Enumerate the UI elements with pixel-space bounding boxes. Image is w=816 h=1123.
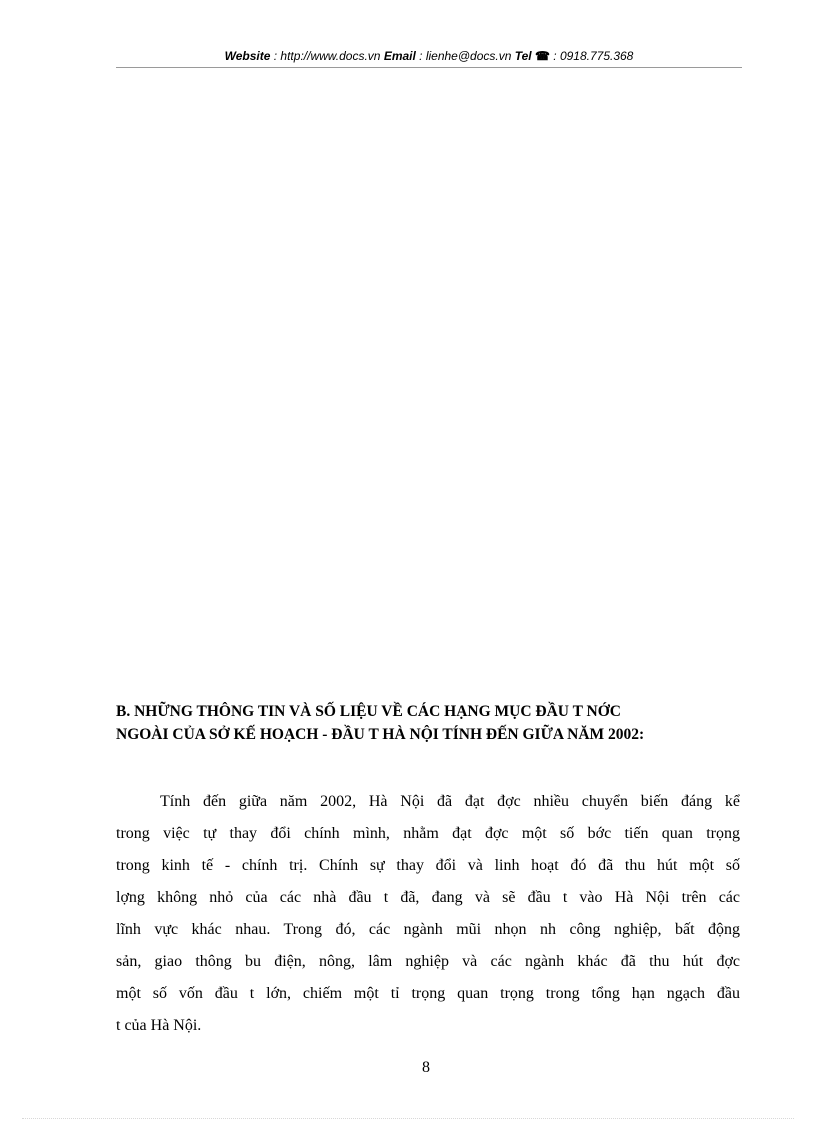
email-value: : lienhe@docs.vn — [415, 49, 515, 63]
heading-line: NGOÀI CỦA SỞ KẾ HOẠCH - ĐẦU T HÀ NỘI TÍNH ĐẾN GIỮA NĂM 2002: — [116, 726, 645, 743]
page-number: 8 — [422, 1059, 430, 1076]
body-paragraph — [116, 786, 740, 1042]
heading-line: B. NHỮNG THÔNG TIN VÀ SỐ LIỆU VỀ CÁC HẠNG MỤC ĐẦU T NỚC — [116, 703, 621, 720]
footer-rule — [22, 1118, 794, 1119]
paragraph-line: sản, giao thông bu điện, nông, lâm nghiệp và các ngành khác đã thu hút đợc — [116, 953, 740, 970]
website-value: : http://www.docs.vn — [270, 49, 384, 63]
paragraph-line: Tính đến giữa năm 2002, Hà Nội đã đạt đợc nhiều chuyển biến đáng kể — [160, 793, 740, 810]
paragraph-line: một số vốn đầu t lớn, chiếm một tỉ trọng quan trọng trong tổng hạn ngạch đầu — [116, 985, 740, 1002]
website-label: Website — [224, 49, 271, 63]
header-rule — [116, 67, 742, 68]
paragraph-line: lợng không nhỏ của các nhà đầu t đã, đang và sẽ đầu t vào Hà Nội trên các — [116, 889, 740, 906]
paragraph-line: trong kinh tế - chính trị. Chính sự thay đổi và linh hoạt đó đã thu hút một số — [116, 857, 740, 874]
tel-label: Tel — [514, 49, 532, 63]
phone-icon: ☎ — [534, 49, 550, 63]
section-heading — [116, 700, 746, 746]
paragraph-line: t của Hà Nội. — [116, 1017, 202, 1034]
paragraph-line: trong việc tự thay đổi chính mình, nhằm đạt đợc một số bớc tiến quan trọng — [116, 825, 740, 842]
page-header — [116, 48, 742, 64]
paragraph-line: lĩnh vực khác nhau. Trong đó, các ngành mũi nhọn nh công nghiệp, bất động — [116, 921, 740, 938]
tel-value: : 0918.775.368 — [549, 49, 634, 63]
email-label: Email — [383, 49, 416, 63]
